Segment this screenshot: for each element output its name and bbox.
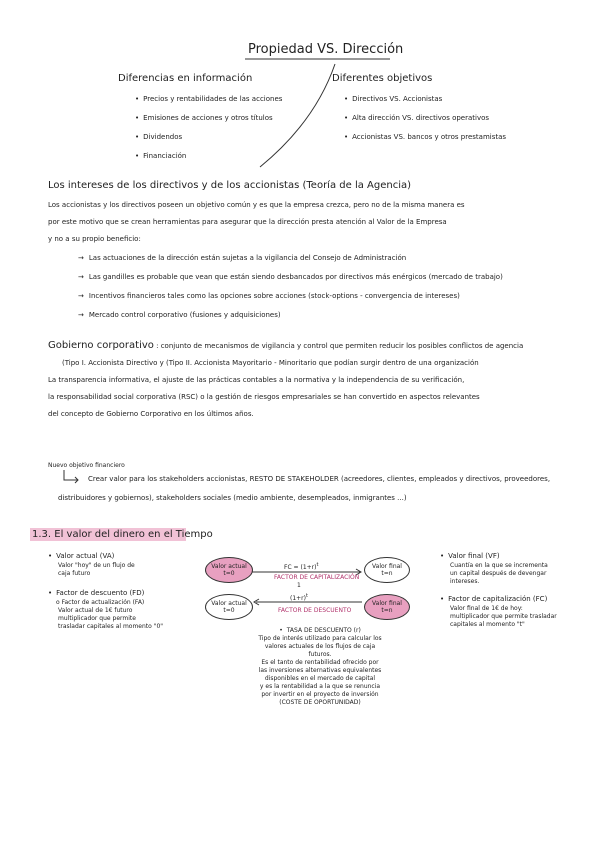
note-title: • Valor actual (VA) — [48, 551, 163, 562]
rate-line: y es la rentabilidad a la que se renuncia — [259, 683, 381, 690]
note-title: • Factor de descuento (FD) — [48, 588, 163, 599]
paragraph-line: del concepto de Gobierno Corporativo en los últimos años. — [48, 410, 254, 418]
node-label: Valor final — [372, 600, 402, 607]
list-item: • Accionistas VS. bancos y otros prestamistas — [344, 132, 506, 143]
arrow-icon — [62, 470, 80, 484]
left-notes — [48, 551, 163, 631]
right-notes — [440, 551, 557, 629]
fc-label: FACTOR DE CAPITALIZACIÓN — [274, 574, 360, 581]
node-time: t=0 — [223, 607, 235, 614]
info-list — [135, 94, 282, 162]
list-item: • Directivos VS. Accionistas — [344, 94, 506, 105]
node-time: t=0 — [223, 570, 235, 577]
note-line: Valor final de 1€ de hoy: — [450, 605, 523, 612]
rate-line: disponibles en el mercado de capital — [264, 675, 376, 682]
paragraph-line: (Tipo I. Accionista Directivo y (Tipo II. Accionista Mayoritario - Minoritario que podían surgir dentro de una organización — [62, 359, 479, 367]
list-item: • Financiación — [135, 151, 282, 162]
paragraph-line: Crear valor para los stakeholders accionistas, RESTO DE STAKEHOLDER (acreedores, clientes, empleados y directivos, proveedores, — [88, 475, 551, 483]
governance-term: Gobierno corporativo — [48, 340, 154, 351]
formula-exponent: t — [306, 593, 308, 599]
financial-objective-heading: Nuevo objetivo financiero — [48, 462, 125, 469]
list-item: • Precios y rentabilidades de las acciones — [135, 94, 282, 105]
objectives-list — [344, 94, 506, 143]
info-heading: Diferencias en información — [118, 73, 253, 84]
list-item: → Las actuaciones de la dirección están sujetas a la vigilancia del Consejo de Administración — [78, 253, 503, 264]
fd-numerator: 1 — [297, 582, 301, 589]
node-time: t=n — [381, 607, 393, 614]
note-title: • Valor final (VF) — [440, 551, 557, 562]
note-line: intereses. — [450, 578, 480, 585]
formula-text: (1+r) — [290, 595, 306, 602]
section-heading: 1.3. El valor del dinero en el Tiempo — [32, 529, 213, 540]
rate-line: futuros. — [308, 651, 332, 658]
rate-line: valores actuales de los flujos de caja — [264, 643, 376, 650]
list-item: → Las gandilles es probable que vean que están siendo desbancados por directivos más enérgicos (mercado de trabajo) — [78, 272, 503, 283]
paragraph-line: la responsabilidad social corporativa (RSC) o la gestión de riesgos empresariales se han convertido en aspectos relevantes — [48, 393, 480, 401]
rate-line: Tipo de interés utilizado para calcular los — [258, 635, 382, 642]
note-line: trasladar capitales al momento "0" — [58, 623, 164, 630]
node-label: Valor actual — [211, 600, 247, 607]
fd-label: FACTOR DE DESCUENTO — [278, 607, 352, 614]
note-line: Cuantía en la que se incrementa — [450, 562, 548, 569]
note-title: • Factor de capitalización (FC) — [440, 594, 557, 605]
rate-line: (COSTE DE OPORTUNIDAD) — [279, 699, 361, 706]
future-value-node-2 — [364, 594, 410, 620]
present-value-node — [205, 557, 253, 583]
rate-line: Es el tanto de rentabilidad ofrecido por — [261, 659, 379, 666]
rate-title: • TASA DE DESCUENTO (r) — [235, 627, 405, 635]
financial-objective-text — [88, 474, 550, 485]
paragraph-line: por este motivo que se crean herramientas para asegurar que la dirección presta atención al Valor de la Empresa — [48, 218, 447, 226]
page-title: Propiedad VS. Dirección — [248, 42, 404, 57]
financial-objective-text-2 — [58, 493, 407, 504]
paragraph-line: Los accionistas y los directivos poseen un objetivo común y es que la empresa crezca, pero no de la misma manera es — [48, 201, 465, 209]
note-line: Valor "hoy" de un flujo de — [58, 562, 135, 569]
node-label: Valor final — [372, 563, 402, 570]
list-item: • Dividendos — [135, 132, 282, 143]
node-label: Valor actual — [211, 563, 247, 570]
node-time: t=n — [381, 570, 393, 577]
agency-paragraph — [48, 200, 465, 245]
paragraph-line: distribuidores y gobiernos), stakeholders sociales (medio ambiente, desempleados, inmigrantes ...) — [58, 494, 407, 502]
note-line: capitales al momento "t" — [450, 621, 525, 628]
fd-denominator — [290, 592, 308, 603]
governance-block — [48, 340, 523, 420]
discount-rate-block — [235, 627, 405, 707]
note-line: caja futuro — [58, 570, 91, 577]
agency-bullets — [78, 253, 503, 321]
list-item: • Emisiones de acciones y otros títulos — [135, 113, 282, 124]
paragraph-line: : conjunto de mecanismos de vigilancia y control que permiten reducir los posibles conflictos de agencia — [156, 342, 524, 350]
agency-heading: Los intereses de los directivos y de los accionistas (Teoría de la Agencia) — [48, 180, 412, 191]
paragraph-line: y no a su propio beneficio: — [48, 235, 141, 243]
list-item: → Mercado control corporativo (fusiones y adquisiciones) — [78, 310, 503, 321]
note-line: multiplicador que permite trasladar — [450, 613, 557, 620]
objectives-heading: Diferentes objetivos — [332, 73, 433, 84]
paragraph-line: La transparencia informativa, el ajuste de las prácticas contables a la normativa y la independencia de su verificación, — [48, 376, 465, 384]
list-item: • Alta dirección VS. directivos operativos — [344, 113, 506, 124]
list-item: → Incentivos financieros tales como las opciones sobre acciones (stock-options - convergencia de intereses) — [78, 291, 503, 302]
fc-formula — [284, 561, 318, 572]
note-line: Valor actual de 1€ futuro — [58, 607, 133, 614]
title-underline — [245, 57, 390, 61]
present-value-node-2 — [205, 594, 253, 620]
rate-line: las inversiones alternativas equivalentes — [258, 667, 382, 674]
note-line: o Factor de actualización (FA) — [56, 599, 145, 606]
future-value-node — [364, 557, 410, 583]
formula-exponent: t — [316, 562, 319, 568]
rate-line: por invertir en el proyecto de inversión — [261, 691, 379, 698]
note-line: multiplicador que permite — [58, 615, 136, 622]
formula-text: FC = (1+r) — [284, 564, 317, 571]
note-line: un capital después de devengar — [450, 570, 547, 577]
